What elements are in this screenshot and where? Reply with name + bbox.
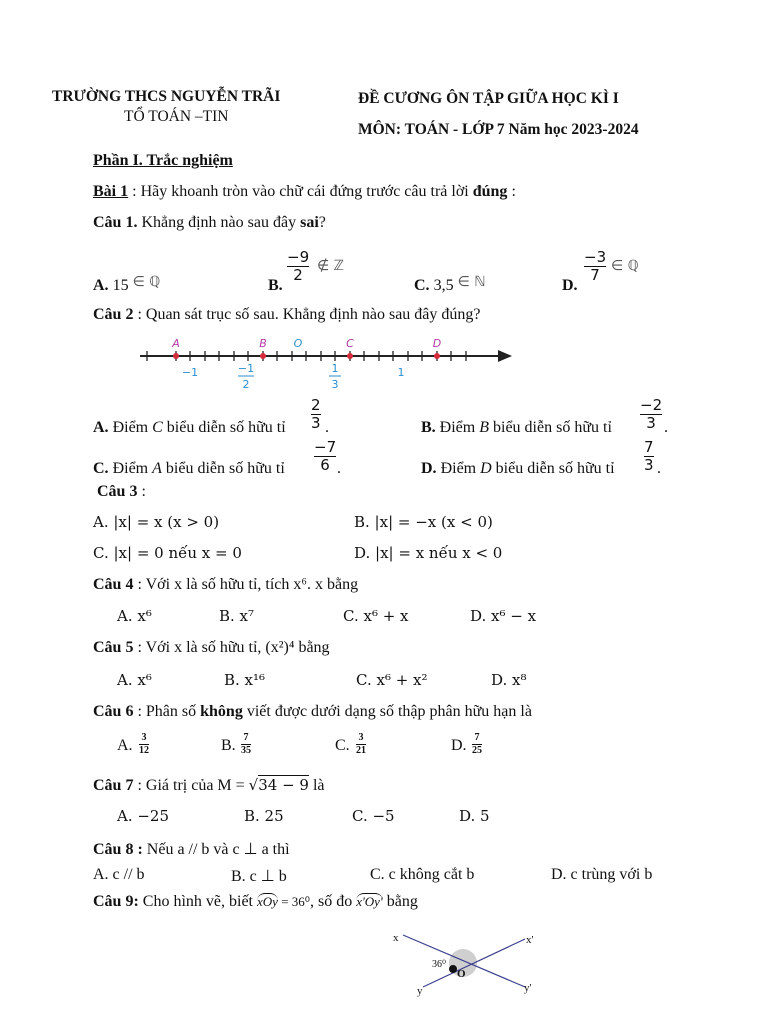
q1-d-fraction [584,249,606,284]
q5-option-c[interactable]: C. x⁶ + x² [356,671,428,689]
q2-option-c[interactable] [93,460,285,478]
q2-d-fraction [644,439,654,474]
q7-radicand: 34 − 9 [258,776,309,794]
q6-a-fraction [139,732,149,757]
q8-option-c[interactable]: C. c không cắt b [370,866,475,883]
q8-option-b[interactable]: B. c ⊥ b [231,868,287,885]
q1-c-symbol: ∈ ℕ [457,274,486,290]
q2-d-end: . [657,460,661,477]
q2-a-letter: A. [93,419,113,436]
q5-text: : Với x là số hữu tỉ, (x²)⁴ bằng [133,639,330,656]
q9-angle1: xOy [257,894,278,909]
bai1-line [93,183,516,201]
q3-option-d[interactable]: D. |x| = x nếu x < 0 [354,544,503,562]
school-name: TRƯỜNG THCS NGUYỄN TRÃI [52,88,281,105]
q8-option-a[interactable]: A. c // b [93,866,145,883]
number-line-arrow [498,350,512,362]
q2-c-den: 6 [320,456,330,474]
point-a-dot [173,353,179,359]
q2-b-text: Điểm [439,419,480,436]
q1-a-letter: A. [93,277,109,294]
q6-d-den: 25 [472,745,482,756]
q2-d-text2: biểu diễn số hữu tỉ [491,460,615,477]
q2-d-text: Điểm [440,460,481,477]
q2-c-fraction [314,439,336,474]
point-c-dot [347,353,353,359]
subject-line: MÔN: TOÁN - LỚP 7 Năm học 2023-2024 [358,121,639,138]
q9-text: Cho hình vẽ, biết [138,893,257,910]
q3-option-a[interactable]: A. |x| = x (x > 0) [93,513,220,531]
point-d-label: D [432,337,442,350]
q6-a-num: 3 [141,732,147,743]
q6-end: viết được dưới dạng số thập phân hữu hạn là [242,703,532,720]
q6-text: : Phân số [133,703,201,720]
q2-a-point: C [152,419,163,436]
q5-option-a[interactable]: A. x⁶ [117,671,152,689]
q1-end: ? [318,214,326,231]
q8-option-d[interactable]: D. c trùng với b [551,866,653,883]
q4-option-d[interactable]: D. x⁶ − x [470,607,537,625]
bai1-label: Bài 1 [93,183,129,200]
q1-d-symbol: ∈ ℚ [611,258,639,274]
q7-option-c[interactable]: C. −5 [352,807,395,825]
q9-end: bằng [382,893,418,910]
tick-label-minus-half-den: 2 [242,378,250,391]
q1-b-symbol: ∉ ℤ [317,258,345,274]
q2-option-b[interactable] [421,419,612,437]
q4-text: : Với x là số hữu tỉ, tích x⁶. x bằng [133,576,359,593]
number-line [130,330,520,400]
label-y-prime: y' [524,982,532,994]
q7-label: Câu 7 [93,777,134,794]
q1-c-value: 3,5 [433,277,454,294]
q2-b-fraction [640,397,662,432]
q6-b-num: 7 [243,732,249,743]
department-name: TỔ TOÁN –TIN [124,108,229,125]
q1-text: Khẳng định nào sau đây [137,214,301,231]
q2-a-den: 3 [311,414,321,432]
q2-stem [93,306,481,324]
q1-option-b[interactable]: B. [268,277,283,294]
q6-a-den: 12 [139,745,149,756]
q2-option-a[interactable] [93,419,286,437]
q4-option-c[interactable]: C. x⁶ + x [343,607,409,625]
q6-option-a[interactable]: A. [117,737,133,754]
tick-label-1: 1 [397,366,405,379]
q1-option-a[interactable] [93,274,161,295]
q3-option-b[interactable]: B. |x| = −x (x < 0) [354,513,493,531]
q5-stem [93,639,330,657]
q1-b-den: 2 [293,266,303,284]
q6-label: Câu 6 [93,703,134,720]
document-title: ĐỀ CƯƠNG ÔN TẬP GIỮA HỌC KÌ I [358,90,619,107]
tick-label-third-num: 1 [331,362,339,375]
q8-label: Câu 8 : [93,841,143,858]
point-b-label: B [259,337,267,350]
q3-label: Câu 3 [97,483,138,500]
vertex-o-dot [449,965,457,973]
q2-c-text2: biểu diễn số hữu tỉ [161,460,285,477]
part1-heading: Phần I. Trắc nghiệm [93,152,233,169]
q2-c-letter: C. [93,460,113,477]
q2-c-end: . [337,460,341,477]
q4-stem [93,576,358,594]
q9-angle-value: = 36⁰ [277,894,310,909]
q2-d-point: D [480,460,492,477]
q7-stem [93,776,325,795]
q1-d-den: 7 [590,266,600,284]
q7-option-b[interactable]: B. 25 [244,807,284,825]
q2-d-num: 7 [644,438,654,456]
q4-label: Câu 4 [93,576,134,593]
q6-bold: không [200,703,243,720]
q1-d-num: −3 [584,248,607,266]
q1-option-d[interactable]: D. [562,277,578,294]
q8-text: Nếu a // b và c ⊥ a thì [142,841,290,858]
bai1-bold: đúng [472,183,508,200]
q1-b-num: −9 [287,248,310,266]
q8-stem [93,839,290,859]
q7-text: : Giá trị của M = [133,777,249,794]
point-d-dot [434,353,440,359]
q1-c-letter: C. [414,277,430,294]
q2-d-letter: D. [421,460,441,477]
q6-option-b[interactable]: B. [221,737,236,754]
q6-stem [93,703,532,721]
q2-d-den: 3 [644,456,654,474]
q5-option-d[interactable]: D. x⁸ [491,671,527,689]
q9-figure [385,925,555,1000]
point-b-dot [260,353,266,359]
q2-a-text: Điểm [112,419,153,436]
point-a-label: A [172,337,180,350]
q6-d-fraction [472,732,482,757]
q2-b-text2: biểu diễn số hữu tỉ [489,419,612,436]
q9-text2: , số đo [309,893,357,910]
q1-bold: sai [300,214,319,231]
q6-c-fraction [356,732,366,757]
q6-d-num: 7 [474,732,480,743]
bai1-text: : Hãy khoanh tròn vào chữ cái đứng trước câu trả lời [128,183,473,200]
tick-label-minus-1: −1 [181,366,199,379]
q6-c-num: 3 [358,732,364,743]
q9-stem [93,893,418,911]
q2-option-d[interactable] [421,460,615,478]
q4-option-a[interactable]: A. x⁶ [117,607,152,625]
label-o: O [457,968,466,980]
q7-option-a[interactable]: A. −25 [117,807,170,825]
q2-b-den: 3 [646,414,656,432]
q2-label: Câu 2 [93,306,134,323]
q2-text: : Quan sát trục số sau. Khẳng định nào sau đây đúng? [133,306,481,323]
q2-b-point: B [479,419,489,436]
q2-a-num: 2 [311,396,321,414]
q2-c-text: Điểm [112,460,153,477]
q7-option-d[interactable]: D. 5 [459,807,490,825]
label-y: y [417,985,423,997]
q2-a-end: . [325,419,329,436]
q1-stem [93,214,326,232]
label-angle: 36⁰ [432,959,447,970]
label-x-prime: x' [526,934,534,946]
bai1-end: : [507,183,516,200]
q3-stem [97,483,146,501]
q7-end: là [308,777,325,794]
tick-label-third-den: 3 [331,378,339,391]
q2-b-end: . [664,419,668,436]
q2-a-text2: biểu diễn số hữu tỉ [162,419,286,436]
q5-option-b[interactable]: B. x¹⁶ [224,671,266,689]
q6-option-d[interactable]: D. [451,737,467,754]
q2-a-fraction [311,397,321,432]
q1-b-fraction [287,249,309,284]
q6-option-c[interactable]: C. [335,737,350,754]
q6-c-den: 21 [356,745,366,756]
point-o-label: O [293,337,303,350]
q1-a-value: 15 [112,277,129,294]
q9-label: Câu 9: [93,893,139,910]
q1-a-symbol: ∈ ℚ [132,274,161,290]
q2-c-point: A [152,460,162,477]
q6-b-den: 35 [241,745,251,756]
q4-option-b[interactable]: B. x⁷ [219,607,255,625]
q2-b-num: −2 [640,396,663,414]
q1-label: Câu 1. [93,214,138,231]
q7-sqrt: √34 − 9 [248,776,309,794]
tick-label-minus-half-num: −1 [237,362,255,375]
q2-b-letter: B. [421,419,440,436]
q1-option-c[interactable] [414,274,486,295]
label-x: x [393,932,399,944]
q3-end: : [137,483,146,500]
q5-label: Câu 5 [93,639,134,656]
point-c-label: C [346,337,354,350]
q6-b-fraction [241,732,251,757]
q9-angle2: x'Oy' [356,894,383,909]
q3-option-c[interactable]: C. |x| = 0 nếu x = 0 [93,544,242,562]
q2-c-num: −7 [314,438,337,456]
